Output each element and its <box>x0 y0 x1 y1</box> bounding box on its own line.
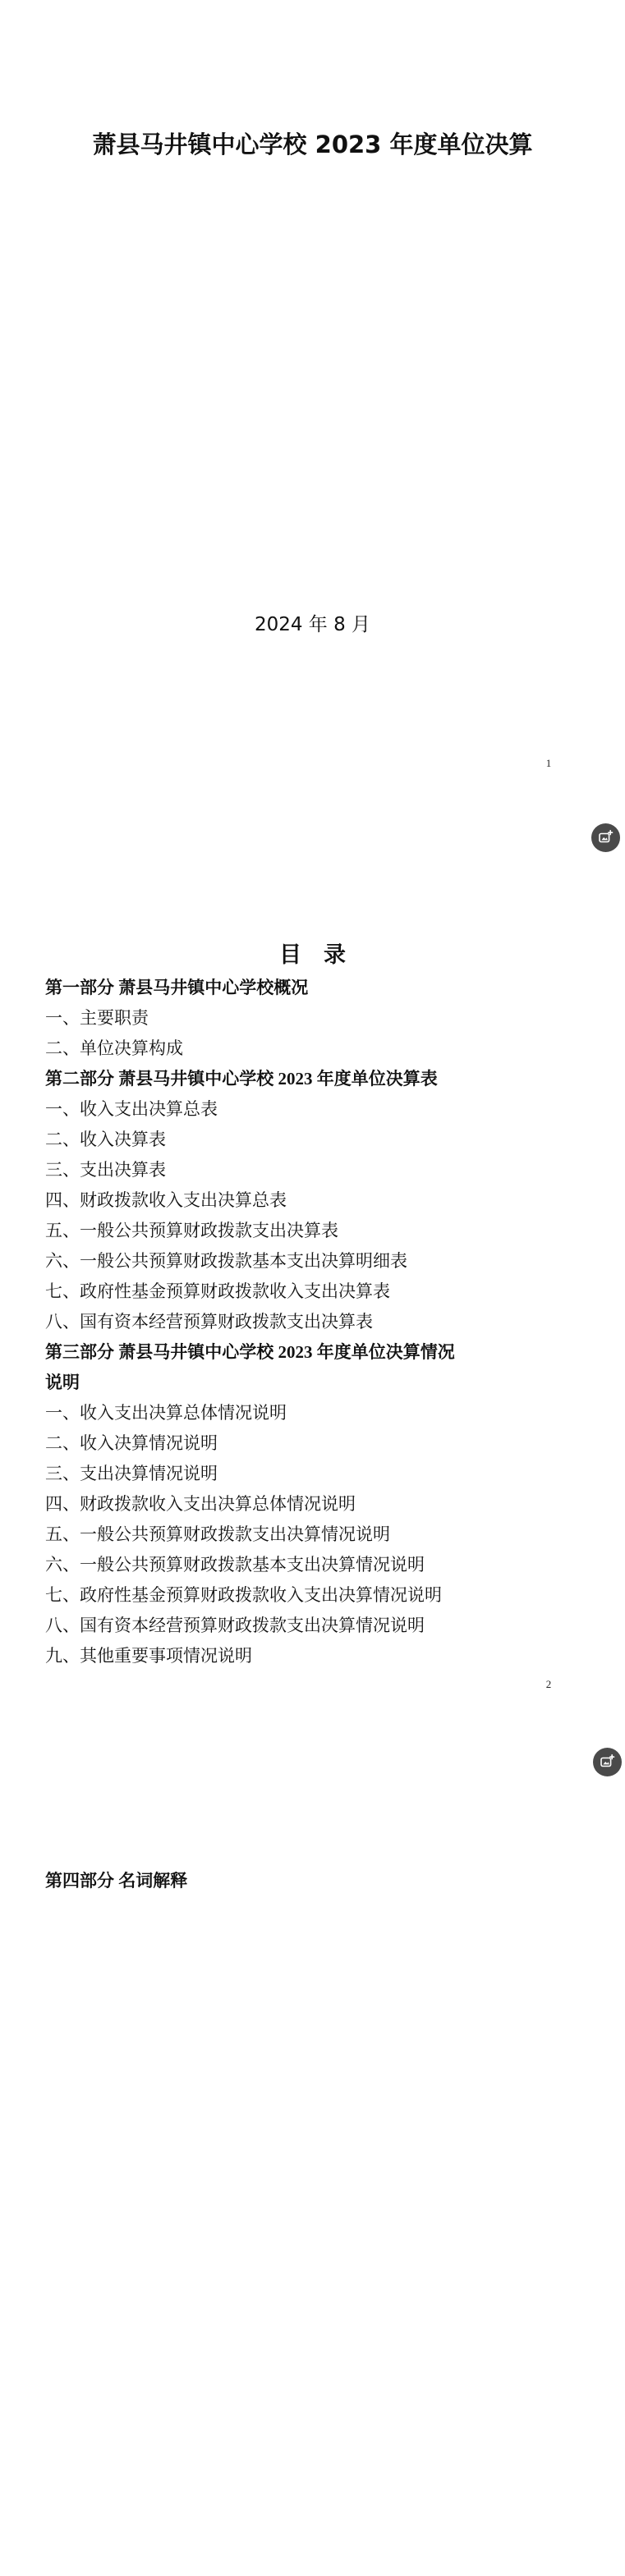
cover-date: 2024 年 8 月 <box>254 614 371 635</box>
add-image-icon <box>600 1754 615 1770</box>
toc-entry: 五、一般公共预算财政拨款支出决算情况说明 <box>45 1524 390 1544</box>
toc-entry: 说明 <box>45 1373 80 1392</box>
part4-heading: 第四部分 名词解释 <box>45 1871 188 1891</box>
toc-entry: 第一部分 萧县马井镇中心学校概况 <box>45 978 309 997</box>
toc-entry: 二、收入决算情况说明 <box>45 1433 218 1453</box>
toc-entry: 七、政府性基金预算财政拨款收入支出决算表 <box>45 1281 390 1301</box>
toc-entry: 四、财政拨款收入支出决算总体情况说明 <box>45 1494 356 1514</box>
page-number-2: 2 <box>545 1678 552 1690</box>
toc-entry: 四、财政拨款收入支出决算总表 <box>45 1190 287 1210</box>
page-number-1: 1 <box>545 757 552 769</box>
cover-title: 萧县马井镇中心学校 2023 年度单位决算 <box>92 131 533 158</box>
toc-entry: 二、收入决算表 <box>45 1130 166 1149</box>
toc-entry: 二、单位决算构成 <box>45 1038 183 1058</box>
toc-heading: 目 录 <box>279 942 346 967</box>
toc-entry: 七、政府性基金预算财政拨款收入支出决算情况说明 <box>45 1585 442 1605</box>
toc-entry: 六、一般公共预算财政拨款基本支出决算明细表 <box>45 1251 407 1271</box>
toc-entry: 五、一般公共预算财政拨款支出决算表 <box>45 1221 338 1240</box>
add-image-button[interactable] <box>593 1748 622 1776</box>
toc-entry: 三、支出决算表 <box>45 1160 166 1180</box>
toc-entry: 第三部分 萧县马井镇中心学校 2023 年度单位决算情况 <box>45 1342 455 1362</box>
toc-entry: 六、一般公共预算财政拨款基本支出决算情况说明 <box>45 1555 425 1574</box>
toc-entry: 八、国有资本经营预算财政拨款支出决算情况说明 <box>45 1616 425 1635</box>
toc-entry: 三、支出决算情况说明 <box>45 1464 218 1483</box>
toc-entry: 一、收入支出决算总体情况说明 <box>45 1403 287 1423</box>
toc-entry: 一、主要职责 <box>45 1008 149 1028</box>
add-image-icon <box>598 830 614 846</box>
add-image-button[interactable] <box>591 823 620 852</box>
toc-entry: 八、国有资本经营预算财政拨款支出决算表 <box>45 1312 373 1332</box>
toc-list <box>45 973 579 1671</box>
toc-entry: 九、其他重要事项情况说明 <box>45 1646 252 1666</box>
toc-entry: 第二部分 萧县马井镇中心学校 2023 年度单位决算表 <box>45 1069 438 1089</box>
toc-entry: 一、收入支出决算总表 <box>45 1099 218 1119</box>
